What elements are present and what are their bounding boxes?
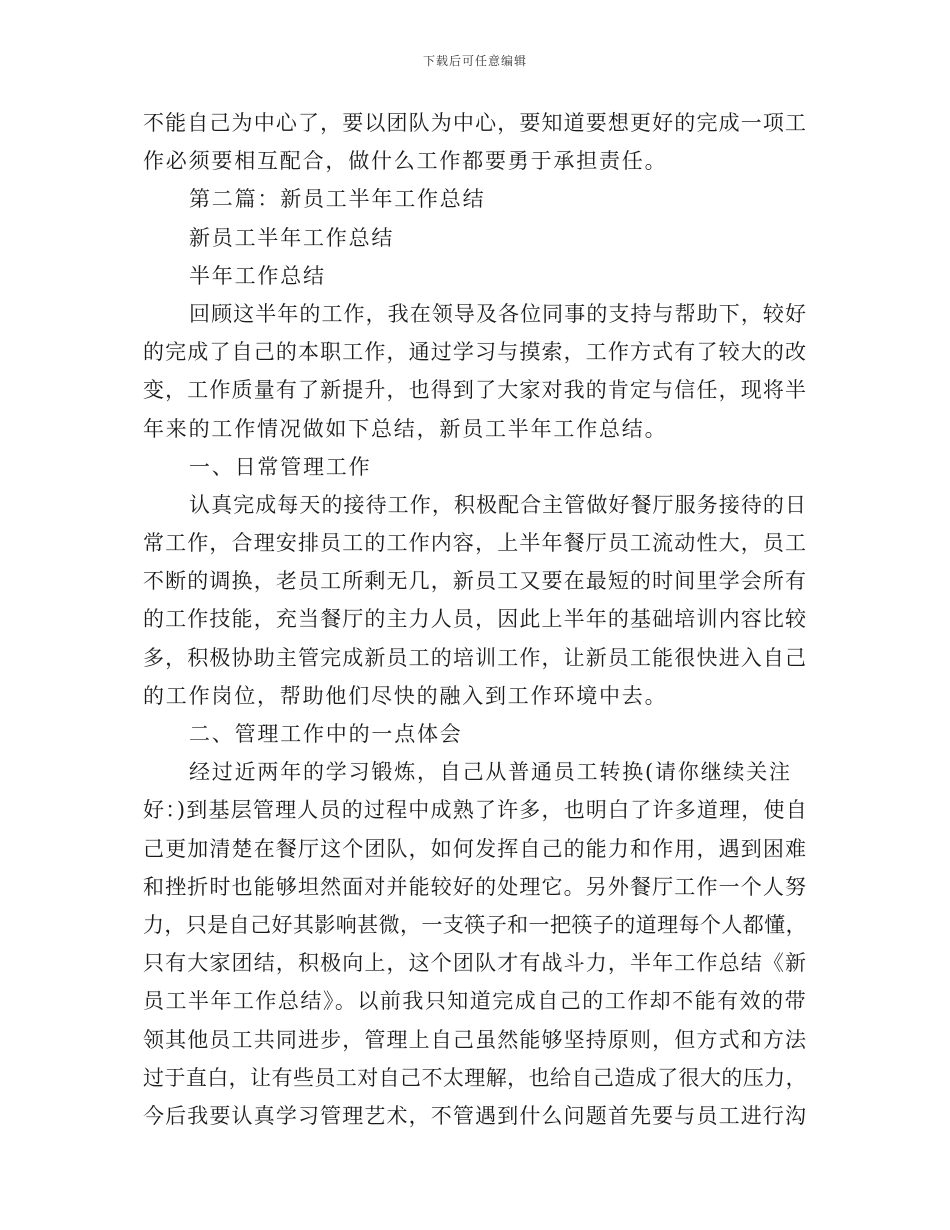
text-line: 和挫折时也能够坦然面对并能较好的处理它。另外餐厅工作一个人努 xyxy=(143,874,807,899)
text-line: 一、日常管理工作 xyxy=(189,454,372,479)
text-line: 员工半年工作总结》。以前我只知道完成自己的工作却不能有效的带 xyxy=(143,989,807,1014)
text-line: 半年工作总结 xyxy=(189,263,326,288)
body-text xyxy=(143,104,807,1135)
text-line: 回顾这半年的工作，我在领导及各位同事的支持与帮助下，较好 xyxy=(189,301,807,326)
text-line: 第二篇：新员工半年工作总结 xyxy=(189,187,486,212)
text-line: 不能自己为中心了，要以团队为中心，要知道要想更好的完成一项工 xyxy=(143,111,807,135)
header-note: 下载后可任意编辑 xyxy=(422,54,527,68)
text-line: 变，工作质量有了新提升，也得到了大家对我的肯定与信任，现将半 xyxy=(143,378,807,403)
text-line: 多，积极协助主管完成新员工的培训工作，让新员工能很快进入自己 xyxy=(143,645,807,670)
text-line: 力，只是自己好其影响甚微，一支筷子和一把筷子的道理每个人都懂， xyxy=(143,912,807,937)
text-line: 好：)到基层管理人员的过程中成熟了许多，也明白了许多道理，使自 xyxy=(143,798,808,823)
text-line: 常工作，合理安排员工的工作内容，上半年餐厅员工流动性大，员工 xyxy=(143,531,807,556)
text-line: 己更加清楚在餐厅这个团队，如何发挥自己的能力和作用，遇到困难 xyxy=(143,836,807,861)
text-line: 过于直白，让有些员工对自己不太理解，也给自己造成了很大的压力， xyxy=(143,1065,807,1090)
text-line: 不断的调换，老员工所剩无几，新员工又要在最短的时间里学会所有 xyxy=(143,569,807,594)
text-line: 年来的工作情况做如下总结，新员工半年工作总结。 xyxy=(143,416,668,441)
text-line: 的工作岗位，帮助他们尽快的融入到工作环境中去。 xyxy=(143,683,668,708)
text-line: 今后我要认真学习管理艺术，不管遇到什么问题首先要与员工进行沟 xyxy=(143,1103,807,1128)
text-line: 的工作技能，充当餐厅的主力人员，因此上半年的基础培训内容比较 xyxy=(143,607,807,632)
text-line: 作必须要相互配合，做什么工作都要勇于承担责任。 xyxy=(143,149,668,174)
text-line: 的完成了自己的本职工作，通过学习与摸索，工作方式有了较大的改 xyxy=(143,340,807,365)
text-line: 新员工半年工作总结 xyxy=(189,225,395,250)
text-line: 二、管理工作中的一点体会 xyxy=(189,722,463,746)
text-line: 领其他员工共同进步，管理上自己虽然能够坚持原则，但方式和方法 xyxy=(143,1027,807,1052)
text-line: 认真完成每天的接待工作，积极配合主管做好餐厅服务接待的日 xyxy=(189,492,807,517)
text-line: 只有大家团结，积极向上，这个团队才有战斗力，半年工作总结《新 xyxy=(143,951,807,976)
text-line: 经过近两年的学习锻炼，自己从普通员工转换(请你继续关注 xyxy=(189,760,792,785)
